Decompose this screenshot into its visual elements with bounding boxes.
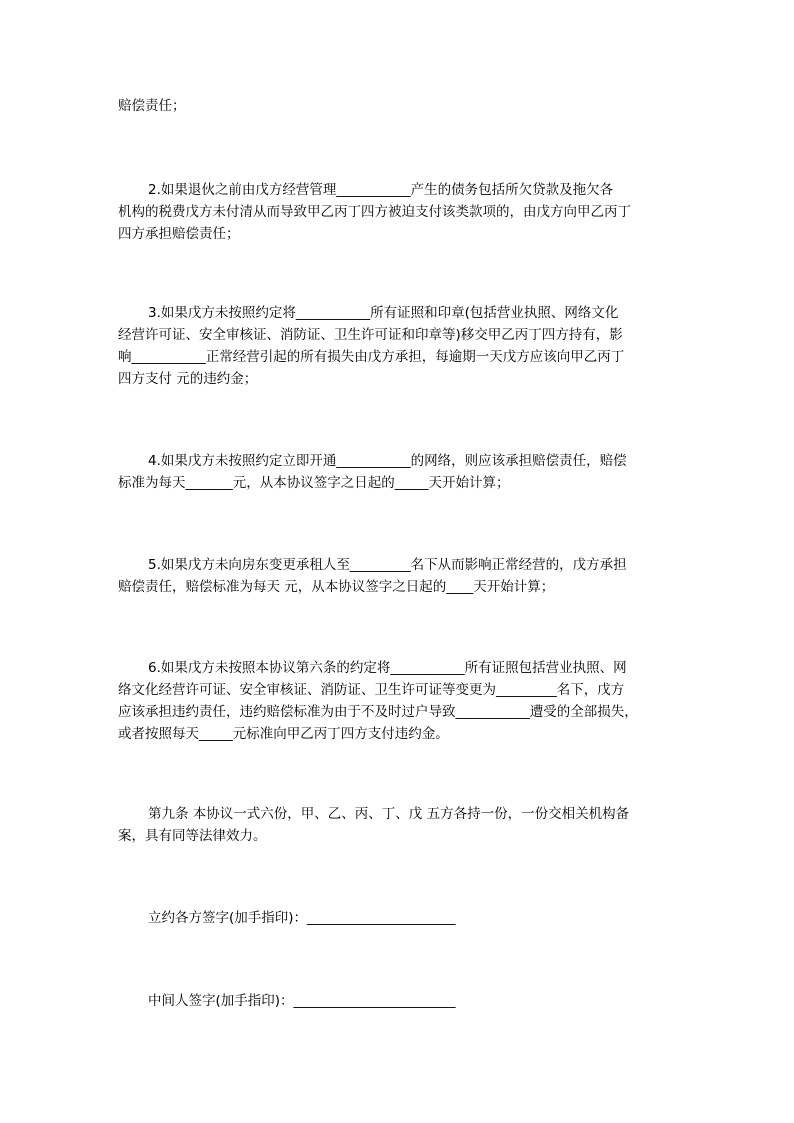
text-line: 或者按照每天_____元标准向甲乙丙丁四方支付违约金。 (118, 726, 449, 742)
text-line: 案，具有同等法律效力。 (118, 828, 267, 844)
text-line: 第九条 本协议一式六份，甲、乙、丙、丁、戊 五方各持一份，一份交相关机构备 (148, 806, 630, 822)
paragraph-clause-6 (118, 657, 678, 745)
text-line: 四方支付 元的违约金； (118, 371, 258, 387)
text-line: 立约各方签字(加手指印)：______________________ (148, 910, 456, 926)
text-line: 5.如果戊方未向房东变更承租人至_________名下从而影响正常经营的，戊方承担 (148, 557, 627, 573)
paragraph-compensation-liability-end (118, 95, 678, 117)
text-line: 标准为每天_______元，从本协议签字之日起的_____天开始计算； (118, 475, 510, 491)
paragraph-clause-2 (118, 179, 678, 245)
text-line: 6.如果戊方未按照本协议第六条的约定将___________所有证照包括营业执照、网 (148, 660, 627, 676)
text-line: 赔偿责任； (118, 98, 186, 114)
paragraph-article-9 (118, 803, 678, 847)
text-line: 经营许可证、安全审核证、消防证、卫生许可证和印章等)移交甲乙丙丁四方持有，影 (118, 327, 623, 343)
text-line: 四方承担赔偿责任； (118, 226, 240, 242)
paragraph-clause-4 (118, 450, 678, 494)
text-line: 响___________正常经营引起的所有损失由戊方承担，每逾期一天戊方应该向甲乙丙丁 (118, 349, 625, 365)
text-line: 应该承担违约责任，违约赔偿标准为由于不及时过户导致___________遭受的全部损失， (118, 704, 638, 720)
text-line: 2.如果退伙之前由戊方经营管理___________产生的债务包括所欠贷款及拖欠各 (148, 182, 614, 198)
text-line: 赔偿责任，赔偿标准为每天 元，从本协议签字之日起的____天开始计算； (118, 579, 555, 595)
text-line: 中间人签字(加手指印)：________________________ (148, 993, 456, 1009)
text-line: 4.如果戊方未按照约定立即开通___________的网络，则应该承担赔偿责任，赔偿 (148, 453, 627, 469)
signature-intermediary (118, 990, 678, 1012)
signature-parties (118, 907, 678, 929)
text-line: 3.如果戊方未按照约定将___________所有证照和印章(包括营业执照、网络文化 (148, 305, 619, 321)
paragraph-clause-5 (118, 554, 678, 598)
text-line: 络文化经营许可证、安全审核证、消防证、卫生许可证等变更为_________名下，戊方 (118, 682, 625, 698)
paragraph-clause-3 (118, 302, 678, 390)
text-line: 机构的税费戊方未付清从而导致甲乙丙丁四方被迫支付该类款项的，由戊方向甲乙丙丁 (118, 204, 631, 220)
